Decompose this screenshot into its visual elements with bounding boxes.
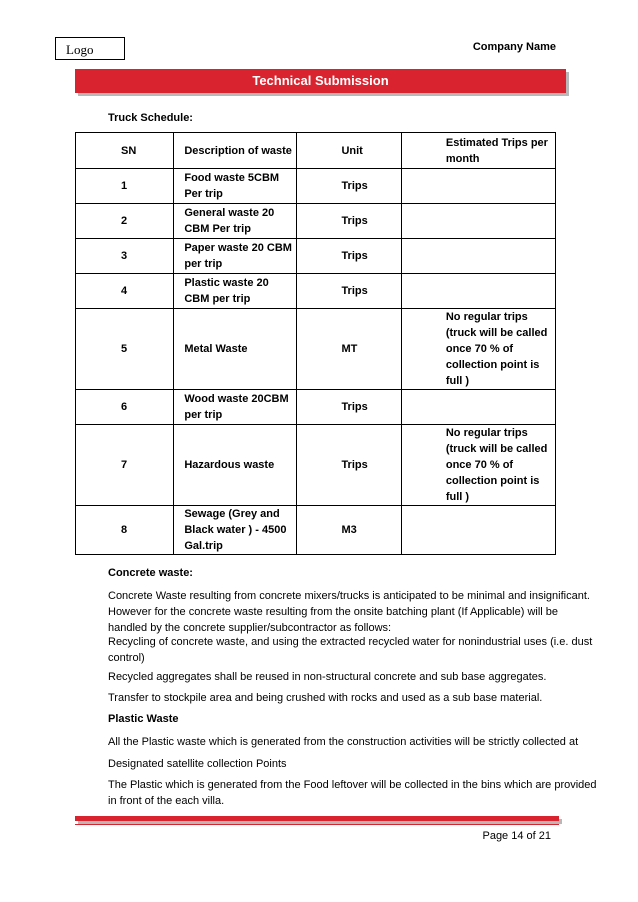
cell-trips: No regular trips (truck will be called once 70 % of collection point is full ) bbox=[401, 309, 555, 390]
cell-trips bbox=[401, 274, 555, 309]
cell-unit: Trips bbox=[297, 204, 401, 239]
cell-sn: 1 bbox=[76, 169, 174, 204]
table-row bbox=[76, 425, 556, 506]
cell-unit: M3 bbox=[297, 506, 401, 555]
truck-schedule-table bbox=[75, 132, 556, 555]
concrete-paragraph-3: Recycled aggregates shall be reused in non-structural concrete and sub base aggregates. bbox=[108, 671, 547, 683]
cell-description: Plastic waste 20 CBM per trip bbox=[174, 274, 297, 309]
table-row bbox=[76, 204, 556, 239]
cell-sn: 8 bbox=[76, 506, 174, 555]
cell-description: Sewage (Grey and Black water ) - 4500 Gal.trip bbox=[174, 506, 297, 555]
plastic-waste-heading: Plastic Waste bbox=[108, 713, 179, 725]
cell-sn: 3 bbox=[76, 239, 174, 274]
concrete-paragraph-1: Concrete Waste resulting from concrete mixers/trucks is anticipated to be minimal and insignificant. However for the concrete waste resulting from the onsite batching plant (If Applicable) will be handled by the concrete supplier/subcontractor as follows: bbox=[108, 590, 590, 634]
cell-description: Wood waste 20CBM per trip bbox=[174, 390, 297, 425]
section-title: Technical Submission bbox=[75, 69, 566, 93]
concrete-paragraph-4: Transfer to stockpile area and being crushed with rocks and used as a sub base material. bbox=[108, 692, 543, 704]
cell-sn: 6 bbox=[76, 390, 174, 425]
cell-trips bbox=[401, 169, 555, 204]
table-row bbox=[76, 169, 556, 204]
cell-description: Metal Waste bbox=[174, 309, 297, 390]
cell-unit: Trips bbox=[297, 239, 401, 274]
table-row bbox=[76, 239, 556, 274]
cell-description: General waste 20 CBM Per trip bbox=[174, 204, 297, 239]
cell-trips bbox=[401, 390, 555, 425]
footer-rule bbox=[75, 824, 559, 825]
table-row bbox=[76, 274, 556, 309]
concrete-waste-heading: Concrete waste: bbox=[108, 567, 193, 579]
concrete-paragraph-2: Recycling of concrete waste, and using the extracted recycled water for nonindustrial uses (i.e. dust control) bbox=[108, 636, 593, 664]
table-header-row bbox=[76, 133, 556, 169]
plastic-paragraph-3: The Plastic which is generated from the Food leftover will be collected in the bins which are provided in front of the each villa. bbox=[108, 779, 597, 807]
cell-sn: 2 bbox=[76, 204, 174, 239]
cell-sn: 7 bbox=[76, 425, 174, 506]
cell-description: Paper waste 20 CBM per trip bbox=[174, 239, 297, 274]
table-row bbox=[76, 390, 556, 425]
plastic-paragraph-2: Designated satellite collection Points bbox=[108, 758, 287, 770]
cell-unit: MT bbox=[297, 309, 401, 390]
cell-sn: 4 bbox=[76, 274, 174, 309]
cell-unit: Trips bbox=[297, 169, 401, 204]
plastic-paragraph-1: All the Plastic waste which is generated from the construction activities will be strictly collected at bbox=[108, 736, 579, 748]
cell-trips bbox=[401, 506, 555, 555]
cell-description: Hazardous waste bbox=[174, 425, 297, 506]
truck-schedule-heading: Truck Schedule: bbox=[108, 112, 193, 124]
logo: Logo bbox=[55, 37, 125, 60]
company-name: Company Name bbox=[472, 41, 556, 53]
cell-unit: Trips bbox=[297, 425, 401, 506]
cell-trips bbox=[401, 239, 555, 274]
table-row bbox=[76, 506, 556, 555]
page-number: Page 14 of 21 bbox=[482, 830, 551, 842]
table-row bbox=[76, 309, 556, 390]
footer-divider bbox=[75, 816, 559, 821]
column-header-description: Description of waste bbox=[174, 133, 297, 169]
cell-trips bbox=[401, 204, 555, 239]
cell-trips: No regular trips (truck will be called once 70 % of collection point is full ) bbox=[401, 425, 555, 506]
column-header-estimated-trips: Estimated Trips per month bbox=[401, 133, 555, 169]
column-header-unit: Unit bbox=[297, 133, 401, 169]
cell-unit: Trips bbox=[297, 390, 401, 425]
cell-sn: 5 bbox=[76, 309, 174, 390]
column-header-sn: SN bbox=[76, 133, 174, 169]
cell-description: Food waste 5CBM Per trip bbox=[174, 169, 297, 204]
cell-unit: Trips bbox=[297, 274, 401, 309]
